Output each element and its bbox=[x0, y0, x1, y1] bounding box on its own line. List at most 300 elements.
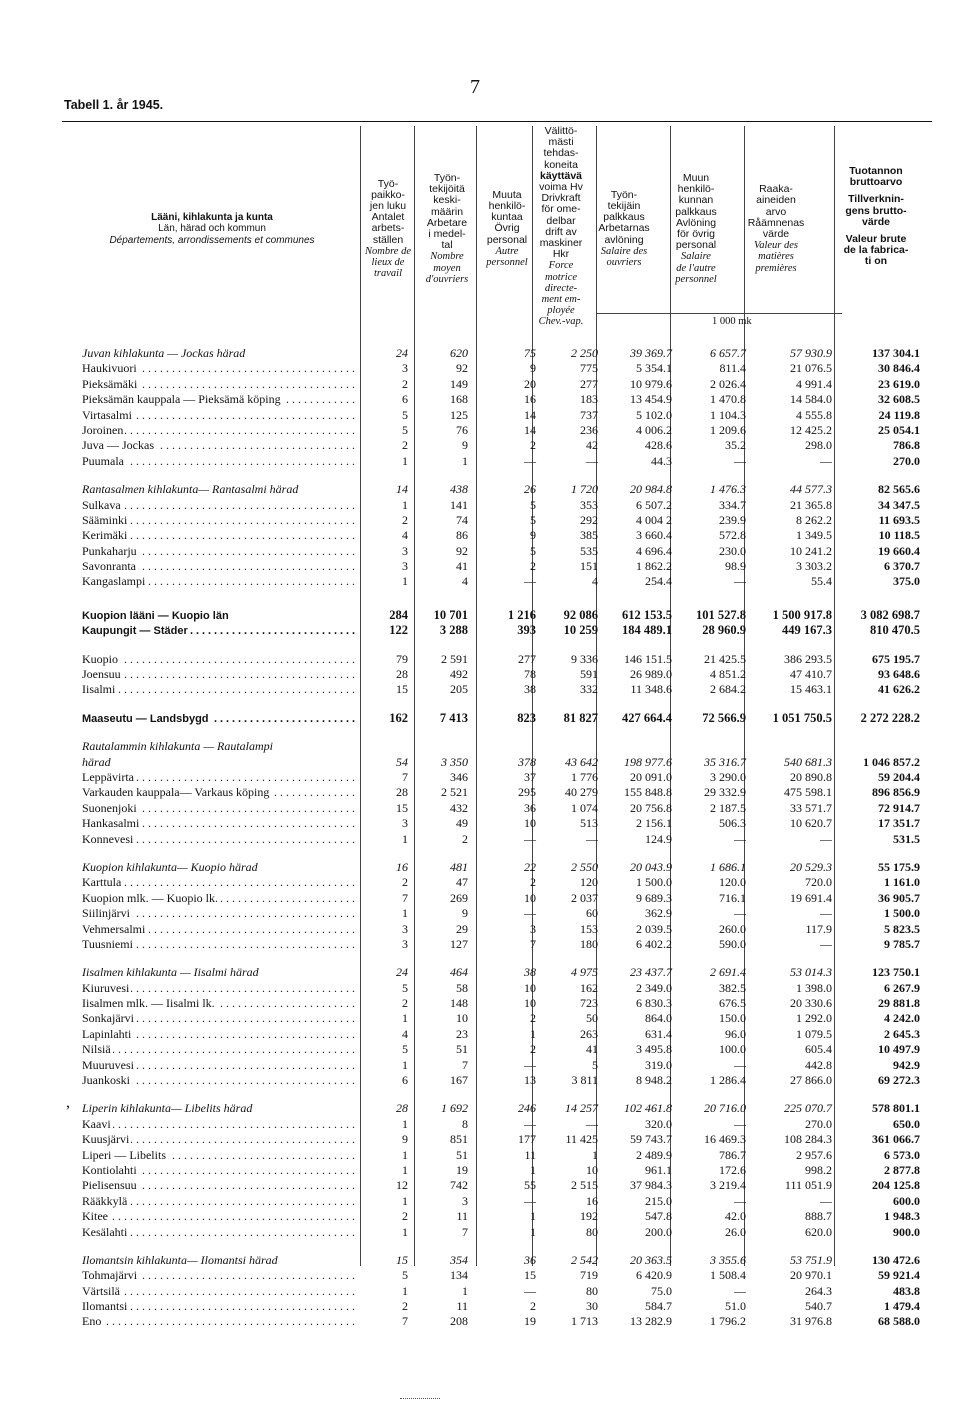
row-label-text: Suonenjoki bbox=[82, 800, 137, 815]
cell-col6: 101 527.8 bbox=[696, 607, 746, 622]
cell-col5: 6 830.3 bbox=[636, 996, 672, 1011]
cell-col6: 2 187.5 bbox=[710, 800, 746, 815]
h4-fi5: käyttävä bbox=[539, 169, 583, 182]
cell-col4: 9 336 bbox=[571, 651, 598, 666]
table-row bbox=[82, 1299, 934, 1314]
h6-fr2: de l'autre bbox=[676, 262, 716, 274]
cell-col7: 47 410.7 bbox=[790, 667, 832, 682]
cell-col1: 54 bbox=[396, 754, 408, 769]
table-row bbox=[82, 667, 934, 682]
cell-col1: 1 bbox=[402, 831, 408, 846]
cell-col5: 320.0 bbox=[645, 1116, 672, 1131]
cell-col2: 29 bbox=[456, 921, 468, 936]
h2-fi4: määrin bbox=[430, 205, 464, 218]
cell-col2: 9 bbox=[462, 438, 468, 453]
cell-col6: 676.5 bbox=[719, 996, 746, 1011]
cell-col2: 76 bbox=[456, 422, 468, 437]
h8-sv3: värde bbox=[861, 215, 891, 228]
h2-fi2: tekijöitä bbox=[429, 183, 465, 196]
cell-col5: 102 461.8 bbox=[624, 1101, 672, 1116]
cell-col3: 75 bbox=[524, 346, 536, 360]
cell-col1: 24 bbox=[396, 965, 408, 980]
cell-col8: 650.0 bbox=[893, 1116, 920, 1131]
h6-sv2: för övrig bbox=[677, 228, 715, 240]
row-label-text: Värtsilä bbox=[82, 1283, 120, 1298]
cell-col2: 10 701 bbox=[433, 607, 468, 622]
row-label bbox=[82, 1132, 358, 1147]
cell-col1: 2 bbox=[402, 1299, 408, 1314]
cell-col1: 6 bbox=[402, 1073, 408, 1088]
row-label-text: Rääkkylä bbox=[82, 1193, 128, 1208]
cell-col3: 177 bbox=[518, 1132, 536, 1147]
cell-col2: 2 bbox=[462, 831, 468, 846]
cell-col1: 15 bbox=[396, 682, 408, 697]
cell-col4: 10 bbox=[586, 1162, 598, 1177]
cell-col6: 150.0 bbox=[719, 1011, 746, 1026]
table-row bbox=[82, 392, 934, 407]
cell-col4: 151 bbox=[580, 559, 598, 574]
row-label bbox=[82, 498, 358, 513]
cell-col1: 1 bbox=[402, 1224, 408, 1239]
cell-col1: 15 bbox=[396, 800, 408, 815]
header-col8 bbox=[822, 126, 930, 332]
row-label-text: Joensuu bbox=[82, 667, 121, 682]
cell-col7: 53 014.3 bbox=[790, 965, 832, 980]
cell-col4: 92 086 bbox=[563, 607, 598, 622]
table-row bbox=[82, 770, 934, 785]
row-label-text: Juva — Jockas bbox=[82, 438, 154, 453]
row-label-text: Kerimäki bbox=[82, 528, 128, 543]
cell-col5: 26 989.0 bbox=[630, 667, 672, 682]
cell-col4: 162 bbox=[580, 980, 598, 995]
cell-col2: 51 bbox=[456, 1147, 468, 1162]
cell-col7: 1 349.5 bbox=[796, 528, 832, 543]
cell-col7: 20 970.1 bbox=[790, 1268, 832, 1283]
row-label-text: Kontiolahti bbox=[82, 1162, 137, 1177]
row-label bbox=[82, 996, 358, 1011]
cell-col1: 2 bbox=[402, 438, 408, 453]
cell-col7: 57 930.9 bbox=[790, 346, 832, 360]
table-row bbox=[82, 1225, 934, 1240]
cell-col6: 3 219.4 bbox=[710, 1178, 746, 1193]
cell-col6: 51.0 bbox=[725, 1299, 746, 1314]
cell-col6: 100.0 bbox=[719, 1042, 746, 1057]
table-row bbox=[82, 891, 934, 906]
cell-col2: 7 bbox=[462, 1057, 468, 1072]
cell-col1: 1 bbox=[402, 574, 408, 589]
cell-col6: 2 684.2 bbox=[710, 682, 746, 697]
row-label-text: Haukivuori bbox=[82, 361, 137, 376]
cell-col6: 98.9 bbox=[725, 559, 746, 574]
cell-col7: 8 262.2 bbox=[796, 512, 832, 527]
header-col1 bbox=[362, 126, 414, 332]
cell-col5: 254.4 bbox=[645, 574, 672, 589]
cell-col1: 1 bbox=[402, 497, 408, 512]
h1-fi1: Työ- bbox=[377, 177, 399, 190]
cell-col2: 1 bbox=[462, 1283, 468, 1298]
row-label-text: Kaavi bbox=[82, 1116, 111, 1131]
table-row bbox=[82, 755, 934, 770]
cell-col3: 10 bbox=[524, 996, 536, 1011]
cell-col5: 2 349.0 bbox=[636, 980, 672, 995]
cell-col6: 35.2 bbox=[725, 438, 746, 453]
cell-col8: 55 175.9 bbox=[878, 859, 920, 874]
cell-col1: 3 bbox=[402, 921, 408, 936]
cell-col6: 16 469.3 bbox=[704, 1132, 746, 1147]
cell-col6: 29 332.9 bbox=[704, 785, 746, 800]
cell-col3: 55 bbox=[524, 1178, 536, 1193]
cell-col5: 6 420.9 bbox=[636, 1268, 672, 1283]
table-row bbox=[82, 996, 934, 1011]
cell-col3: 10 bbox=[524, 980, 536, 995]
cell-col1: 4 bbox=[402, 528, 408, 543]
cell-col5: 4 006.2 bbox=[636, 422, 672, 437]
cell-col7: 540 681.3 bbox=[784, 754, 832, 769]
row-label-text: Kesälahti bbox=[82, 1224, 128, 1239]
cell-col2: 47 bbox=[456, 875, 468, 890]
cell-col4: 81 827 bbox=[563, 710, 598, 725]
h3-fi2: henkilö- bbox=[488, 199, 526, 212]
cell-col2: 208 bbox=[450, 1314, 468, 1329]
cell-col1: 1 bbox=[402, 1283, 408, 1298]
row-label-text: Leppävirta bbox=[82, 769, 134, 784]
cell-col8: 1 161.0 bbox=[884, 875, 920, 890]
row-label bbox=[82, 1253, 358, 1268]
cell-col1: 2 bbox=[402, 1209, 408, 1224]
cell-col8: 204 125.8 bbox=[872, 1178, 920, 1193]
row-label bbox=[82, 965, 358, 980]
row-label-text: Konnevesi bbox=[82, 831, 134, 846]
row-label-text: Karttula bbox=[82, 875, 122, 890]
cell-col3: 823 bbox=[517, 710, 536, 725]
row-label-text: Iisalmen mlk. — Iisalmi lk. bbox=[82, 996, 215, 1011]
row-label bbox=[82, 1194, 358, 1209]
row-label-text: Iisalmi bbox=[82, 682, 116, 697]
cell-col4: 41 bbox=[586, 1042, 598, 1057]
header-area bbox=[62, 126, 362, 332]
row-label-text: Rautalammin kihlakunta — Rautalampi bbox=[82, 739, 273, 754]
row-label-text: Juankoski bbox=[82, 1073, 130, 1088]
table-row bbox=[82, 574, 934, 589]
cell-col5: 6 507.2 bbox=[636, 497, 672, 512]
row-label-text: Virtasalmi bbox=[82, 407, 132, 422]
row-label-text: Tuusniemi bbox=[82, 936, 133, 951]
h4-fi4: koneita bbox=[544, 158, 578, 171]
header-area-fr: Départements, arrondissements et communes bbox=[109, 234, 315, 246]
header-col7 bbox=[734, 126, 818, 332]
cell-col6: 786.7 bbox=[719, 1147, 746, 1162]
cell-col5: 427 664.4 bbox=[622, 710, 672, 725]
row-label bbox=[82, 408, 358, 423]
row-label-text: Juvan kihlakunta — Jockas härad bbox=[82, 346, 246, 360]
table-row bbox=[82, 1117, 934, 1132]
table-row bbox=[82, 377, 934, 392]
cell-col5: 612 153.5 bbox=[622, 607, 672, 622]
cell-col3: — bbox=[524, 1116, 536, 1131]
cell-col3: 7 bbox=[530, 936, 536, 951]
table-row bbox=[82, 922, 934, 937]
cell-col3: 295 bbox=[518, 785, 536, 800]
cell-col4: 737 bbox=[580, 407, 598, 422]
cell-col3: 2 bbox=[530, 438, 536, 453]
cell-col8: 69 272.3 bbox=[878, 1073, 920, 1088]
cell-col6: 3 355.6 bbox=[710, 1252, 746, 1267]
table-row bbox=[82, 1253, 934, 1268]
row-label bbox=[82, 423, 358, 438]
cell-col2: 742 bbox=[450, 1178, 468, 1193]
cell-col1: 3 bbox=[402, 361, 408, 376]
table-row bbox=[82, 1178, 934, 1193]
cell-col5: 10 979.6 bbox=[630, 376, 672, 391]
cell-col2: 58 bbox=[456, 980, 468, 995]
h6-fr1: Salaire bbox=[681, 251, 711, 263]
cell-col5: 23 437.7 bbox=[630, 965, 672, 980]
cell-col5: 584.7 bbox=[645, 1299, 672, 1314]
row-label bbox=[82, 891, 358, 906]
cell-col2: 141 bbox=[450, 497, 468, 512]
cell-col8: 23 619.0 bbox=[878, 376, 920, 391]
table-row bbox=[82, 1163, 934, 1178]
table-row bbox=[82, 1058, 934, 1073]
cell-col5: 547.8 bbox=[645, 1209, 672, 1224]
row-label-text: Kuopion kihlakunta— Kuopio härad bbox=[82, 859, 258, 874]
h6-fi1: Muun bbox=[682, 171, 710, 184]
cell-col6: 28 960.9 bbox=[702, 623, 746, 638]
row-label bbox=[82, 1209, 358, 1224]
cell-col1: 1 bbox=[402, 1057, 408, 1072]
cell-col1: 1 bbox=[402, 453, 408, 468]
cell-col5: 5 102.0 bbox=[636, 407, 672, 422]
cell-col1: 3 bbox=[402, 543, 408, 558]
cell-col6: 1 476.3 bbox=[710, 482, 746, 497]
cell-col7: 111 051.9 bbox=[784, 1178, 832, 1193]
cell-col7: 298.0 bbox=[805, 438, 832, 453]
row-label bbox=[82, 1268, 358, 1283]
cell-col1: 3 bbox=[402, 559, 408, 574]
cell-col3: 246 bbox=[518, 1101, 536, 1116]
cell-col8: 10 497.9 bbox=[878, 1042, 920, 1057]
cell-col6: 96.0 bbox=[725, 1026, 746, 1041]
cell-col6: 382.5 bbox=[719, 980, 746, 995]
row-label bbox=[82, 652, 358, 667]
row-label bbox=[82, 801, 358, 816]
cell-col7: 10 241.2 bbox=[790, 543, 832, 558]
cell-col7: 449 167.3 bbox=[782, 623, 832, 638]
h7-fr3: premières bbox=[755, 262, 797, 274]
cell-col4: 180 bbox=[580, 936, 598, 951]
h7-fr2: matières bbox=[758, 251, 794, 263]
cell-col7: 442.8 bbox=[805, 1057, 832, 1072]
cell-col7: 27 866.0 bbox=[790, 1073, 832, 1088]
cell-col8: 6 267.9 bbox=[884, 980, 920, 995]
cell-col2: 492 bbox=[450, 667, 468, 682]
cell-col3: 9 bbox=[530, 528, 536, 543]
cell-col4: 153 bbox=[580, 921, 598, 936]
table-row bbox=[82, 832, 934, 847]
table-row bbox=[82, 1148, 934, 1163]
table-row bbox=[82, 1209, 934, 1224]
h5-fi3: palkkaus bbox=[603, 211, 645, 224]
cell-col8: 93 648.6 bbox=[878, 667, 920, 682]
h1-fr3: travail bbox=[374, 268, 402, 280]
cell-col5: 8 948.2 bbox=[636, 1073, 672, 1088]
cell-col3: 2 bbox=[530, 875, 536, 890]
row-label-text: Sonkajärvi bbox=[82, 1011, 134, 1026]
table-row bbox=[82, 361, 934, 376]
row-label-text: Punkaharju bbox=[82, 543, 137, 558]
cell-col6: 3 290.0 bbox=[710, 769, 746, 784]
cell-col1: 1 bbox=[402, 1193, 408, 1208]
cell-col2: 432 bbox=[450, 800, 468, 815]
cell-col4: 263 bbox=[580, 1026, 598, 1041]
h2-sv3: tal bbox=[441, 239, 453, 252]
cell-col6: 239.9 bbox=[719, 512, 746, 527]
cell-col3: 277 bbox=[518, 651, 536, 666]
cell-col6: 1 286.4 bbox=[710, 1073, 746, 1088]
cell-col1: 14 bbox=[396, 482, 408, 497]
cell-col1: 5 bbox=[402, 1268, 408, 1283]
cell-col2: 86 bbox=[456, 528, 468, 543]
row-label bbox=[82, 559, 358, 574]
row-label bbox=[82, 608, 358, 624]
cell-col5: 9 689.3 bbox=[636, 890, 672, 905]
cell-col1: 7 bbox=[402, 1314, 408, 1329]
cell-col4: 1 713 bbox=[571, 1314, 598, 1329]
h5-sv1: Arbetarnas bbox=[598, 222, 650, 235]
cell-col8: 6 370.7 bbox=[884, 559, 920, 574]
table-row bbox=[82, 1027, 934, 1042]
row-label bbox=[82, 482, 358, 497]
cell-col7: 888.7 bbox=[805, 1209, 832, 1224]
cell-col5: 11 348.6 bbox=[630, 682, 672, 697]
cell-col2: 205 bbox=[450, 682, 468, 697]
cell-col2: 1 bbox=[462, 453, 468, 468]
row-label-text: Kuopion lääni — Kuopio län bbox=[82, 609, 229, 622]
cell-col3: 1 216 bbox=[507, 607, 536, 622]
h6-sv3: personal bbox=[675, 239, 717, 252]
cell-col4: 192 bbox=[580, 1209, 598, 1224]
h4-fr6: Chev.-vap. bbox=[538, 316, 584, 328]
cell-col5: 20 984.8 bbox=[630, 482, 672, 497]
table-row bbox=[82, 682, 934, 697]
table-caption: Tabell 1. år 1945. bbox=[64, 98, 164, 112]
cell-col4: 332 bbox=[580, 682, 598, 697]
table-row bbox=[82, 711, 934, 726]
cell-col6: 334.7 bbox=[719, 497, 746, 512]
cell-col8: 1 479.4 bbox=[884, 1299, 920, 1314]
row-label-text: Sääminki bbox=[82, 512, 128, 527]
h6-fr3: personnel bbox=[675, 273, 717, 285]
h3-sv2: personal bbox=[486, 233, 528, 246]
table-row bbox=[82, 513, 934, 528]
h6-fi3: kunnan bbox=[678, 194, 714, 207]
h7-sv1: Råämnenas bbox=[747, 216, 805, 229]
cell-col5: 1 862.2 bbox=[636, 559, 672, 574]
row-label bbox=[82, 1299, 358, 1314]
h3-fr2: personnel bbox=[486, 257, 528, 268]
row-label bbox=[82, 361, 358, 376]
cell-col5: 44.3 bbox=[651, 453, 672, 468]
cell-col6: 26.0 bbox=[725, 1224, 746, 1239]
cell-col2: 19 bbox=[456, 1162, 468, 1177]
table-row bbox=[82, 1314, 934, 1329]
row-label bbox=[82, 1101, 358, 1116]
cell-col3: 14 bbox=[524, 407, 536, 422]
row-label bbox=[82, 711, 358, 727]
cell-col4: 292 bbox=[580, 512, 598, 527]
row-label bbox=[82, 623, 358, 639]
cell-col5: 5 354.1 bbox=[636, 361, 672, 376]
cell-col2: 167 bbox=[450, 1073, 468, 1088]
cell-col7: 620.0 bbox=[805, 1224, 832, 1239]
cell-col6: 2 026.4 bbox=[710, 376, 746, 391]
cell-col7: 3 303.2 bbox=[796, 559, 832, 574]
cell-col5: 2 039.5 bbox=[636, 921, 672, 936]
h8-fr3: ti on bbox=[864, 255, 888, 268]
cell-col6: 6 657.7 bbox=[710, 346, 746, 360]
table-row bbox=[82, 1011, 934, 1026]
cell-col4: 42 bbox=[586, 438, 598, 453]
h2-fi3: keski- bbox=[433, 194, 461, 207]
cell-col5: 961.1 bbox=[645, 1162, 672, 1177]
h7-fi3: arvo bbox=[765, 205, 787, 218]
table-row bbox=[82, 1284, 934, 1299]
cell-col6: 120.0 bbox=[719, 875, 746, 890]
h1-sv2: arbets- bbox=[371, 222, 405, 235]
cell-col2: 92 bbox=[456, 361, 468, 376]
row-label bbox=[82, 377, 358, 392]
cell-col7: 44 577.3 bbox=[790, 482, 832, 497]
cell-col8: 29 881.8 bbox=[878, 996, 920, 1011]
row-label bbox=[82, 1073, 358, 1088]
cell-col7: — bbox=[820, 453, 832, 468]
cell-col6: 172.6 bbox=[719, 1162, 746, 1177]
table-row bbox=[82, 875, 934, 890]
cell-col4: 1 bbox=[592, 1147, 598, 1162]
cell-col8: 3 082 698.7 bbox=[860, 607, 920, 622]
cell-col2: 8 bbox=[462, 1116, 468, 1131]
h2-fr3: d'ouvriers bbox=[425, 273, 469, 285]
h1-sv1: Antalet bbox=[371, 211, 405, 224]
cell-col1: 12 bbox=[396, 1178, 408, 1193]
cell-col6: 1 508.4 bbox=[710, 1268, 746, 1283]
cell-col8: 810 470.5 bbox=[870, 623, 920, 638]
unit-label: 1 000 mk bbox=[712, 316, 752, 327]
row-label bbox=[82, 832, 358, 847]
cell-col7: 605.4 bbox=[805, 1042, 832, 1057]
table-row bbox=[82, 1073, 934, 1088]
cell-col2: 346 bbox=[450, 769, 468, 784]
row-label bbox=[82, 981, 358, 996]
table-row bbox=[82, 937, 934, 952]
row-label bbox=[82, 937, 358, 952]
cell-col5: 20 091.0 bbox=[630, 769, 672, 784]
h1-fr1: Nombre de bbox=[365, 245, 411, 257]
row-label-text: Tohmajärvi bbox=[82, 1268, 138, 1283]
cell-col2: 74 bbox=[456, 512, 468, 527]
cell-col3: 1 bbox=[530, 1162, 536, 1177]
cell-col4: 4 bbox=[592, 574, 598, 589]
cell-col3: 38 bbox=[524, 682, 536, 697]
cell-col7: 1 051 750.5 bbox=[772, 710, 832, 725]
cell-col5: 1 500.0 bbox=[636, 875, 672, 890]
table-row bbox=[82, 860, 934, 875]
row-label-text: Hankasalmi bbox=[82, 816, 140, 831]
table-row bbox=[82, 816, 934, 831]
cell-col3: 378 bbox=[518, 754, 536, 769]
cell-col7: 1 398.0 bbox=[796, 980, 832, 995]
cell-col6: 260.0 bbox=[719, 921, 746, 936]
